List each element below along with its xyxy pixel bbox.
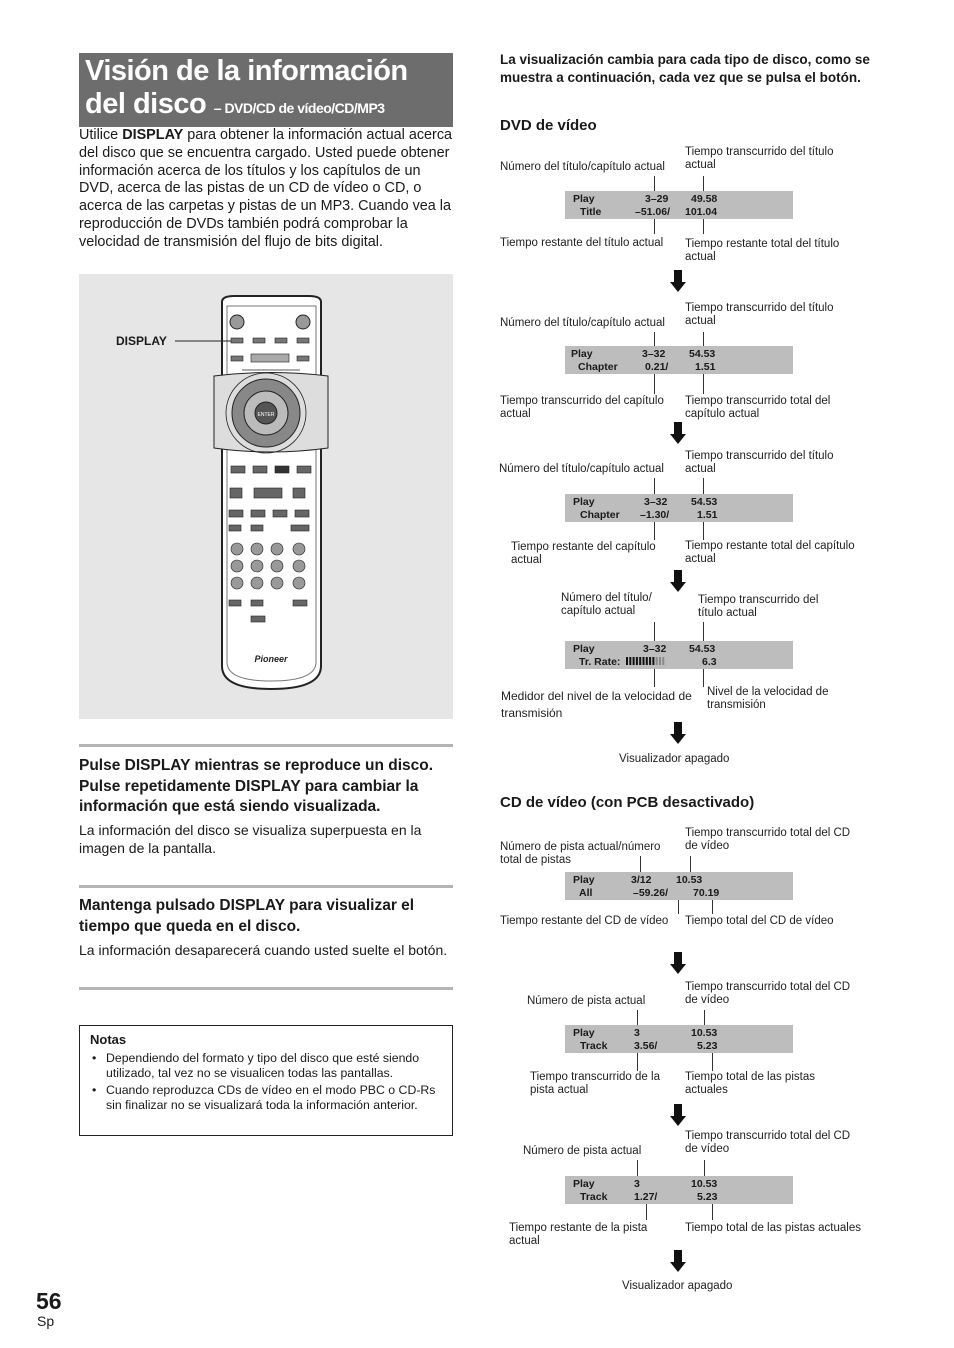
page-subtitle: – DVD/CD de vídeo/CD/MP3 xyxy=(213,100,385,116)
dvd-section-heading: DVD de vídeo xyxy=(500,117,597,134)
intro-paragraph: Utilice DISPLAY para obtener la información actual acerca del disco que se encuentra cargado. Usted puede obtener información acerca de los títulos y los capítulos de un DVD, acerca de las pistas de un CD de vídeo o CD, o acerca de las carpetas y pistas de un MP3. Cuando vea la reproducción de DVDs también podrá comprobar la velocidad de transmisión del flujo de bits digital. xyxy=(79,127,453,250)
label-title-elapsed: Tiempo transcurrido del título actual xyxy=(685,302,834,327)
step-1 xyxy=(79,756,455,857)
meter-bar xyxy=(649,657,651,665)
display-keyword: DISPLAY xyxy=(122,127,184,143)
remote-enter-label: ENTER xyxy=(257,412,275,418)
label-title-chapter-number: Número del título/capítulo actual xyxy=(500,161,665,173)
step-2 xyxy=(79,896,455,959)
osd-dvd-chapter-elapsed: Play 3–32 54.53 Chapter 0.21/ 1.51 xyxy=(565,346,793,374)
label-vcd-total-elapsed: Tiempo transcurrido total del CD de vídeo xyxy=(685,1130,851,1155)
label-title-elapsed: Tiempo transcurrido del título actual xyxy=(698,594,819,619)
label-title-elapsed: Tiempo transcurrido del título actual xyxy=(685,146,834,171)
label-track-number-total: Número de pista actual/número total de pistas xyxy=(500,841,661,866)
label-title-remaining: Tiempo restante del título actual xyxy=(500,237,664,249)
divider xyxy=(79,987,453,990)
down-arrow-icon xyxy=(670,722,686,744)
label-vcd-total-elapsed: Tiempo transcurrido total del CD de vídeo xyxy=(685,981,851,1006)
label-chapter-elapsed: Tiempo transcurrido del capítulo actual xyxy=(500,395,664,420)
label-title-chapter-number: Número del título/capítulo actual xyxy=(500,317,665,329)
label-transfer-level: Nivel de la velocidad de transmisión xyxy=(707,686,829,711)
meter-bar xyxy=(633,657,635,665)
label-display-off: Visualizador apagado xyxy=(619,753,730,765)
label-vcd-total-elapsed: Tiempo transcurrido total del CD de vídeo xyxy=(685,827,851,852)
meter-bar xyxy=(646,657,648,665)
label-chapter-total-remaining: Tiempo restante total del capítulo actual xyxy=(685,540,855,565)
page-title: Visión de la información del disco – DVD/CD de vídeo/CD/MP3 xyxy=(85,55,408,120)
osd-dvd-transfer-rate: Play 3–32 54.53 Tr. Rate: 6.3 xyxy=(565,641,793,669)
label-vcd-total: Tiempo total del CD de vídeo xyxy=(685,915,834,927)
meter-bar xyxy=(643,657,645,665)
display-change-intro: La visualización cambia para cada tipo de disco, como se muestra a continuación, cada vez que se pulsa el botón. xyxy=(500,52,870,85)
osd-dvd-chapter-remaining: Play 3–32 54.53 Chapter –1.30/ 1.51 xyxy=(565,494,793,522)
label-display-off: Visualizador apagado xyxy=(622,1280,733,1292)
meter-bar xyxy=(636,657,638,665)
label-track-remaining: Tiempo restante de la pista actual xyxy=(509,1222,648,1247)
label-tracks-total: Tiempo total de las pistas actuales xyxy=(685,1071,815,1096)
divider xyxy=(79,744,453,747)
osd-dvd-title: Play 3–29 49.58 Title –51.06/ 101.04 xyxy=(565,191,793,219)
vcd-section-heading: CD de vídeo (con PCB desactivado) xyxy=(500,794,755,811)
label-title-chapter-number: Número del título/ capítulo actual xyxy=(561,592,652,617)
down-arrow-icon xyxy=(670,570,686,592)
remote-brand: Pioneer xyxy=(254,654,288,664)
down-arrow-icon xyxy=(670,422,686,444)
meter-bar xyxy=(656,657,658,665)
label-track-number: Número de pista actual xyxy=(527,995,646,1007)
down-arrow-icon xyxy=(670,1104,686,1126)
down-arrow-icon xyxy=(670,270,686,292)
meter-bar xyxy=(626,657,628,665)
notes-heading: Notas xyxy=(90,1032,127,1047)
divider xyxy=(79,885,453,888)
label-vcd-remaining: Tiempo restante del CD de vídeo xyxy=(500,915,669,927)
transfer-rate-meter xyxy=(626,657,666,666)
label-track-number: Número de pista actual xyxy=(523,1145,642,1157)
display-callout-label: DISPLAY xyxy=(116,334,167,348)
meter-bar xyxy=(629,657,631,665)
label-transfer-meter: Medidor del nivel de la velocidad de transmisión xyxy=(501,689,692,720)
osd-vcd-track-elapsed: Play 3 10.53 Track 3.56/ 5.23 xyxy=(565,1025,793,1053)
step-2-title: Mantenga pulsado DISPLAY para visualizar el tiempo que queda en el disco. xyxy=(79,897,415,935)
label-title-chapter-number: Número del título/capítulo actual xyxy=(499,463,664,475)
step-2-body: La información desaparecerá cuando usted suelte el botón. xyxy=(79,942,448,958)
notes-box xyxy=(79,1025,453,1136)
notes-list xyxy=(90,1051,442,1114)
down-arrow-icon xyxy=(670,952,686,974)
label-title-elapsed: Tiempo transcurrido del título actual xyxy=(685,450,834,475)
step-1-title: Pulse DISPLAY mientras se reproduce un disco. xyxy=(79,757,434,774)
label-chapter-total-elapsed: Tiempo transcurrido total del capítulo actual xyxy=(685,395,831,420)
label-chapter-remaining: Tiempo restante del capítulo actual xyxy=(511,541,656,566)
meter-bar xyxy=(652,657,654,665)
label-track-elapsed: Tiempo transcurrido de la pista actual xyxy=(530,1071,660,1096)
down-arrow-icon xyxy=(670,1250,686,1272)
note-item: • Dependiendo del formato y tipo del disco que esté siendo utilizado, tal vez no se visualicen todas las pantallas. xyxy=(90,1051,442,1082)
osd-vcd-track-remaining: Play 3 10.53 Track 1.27/ 5.23 xyxy=(565,1176,793,1204)
title-banner xyxy=(79,53,453,127)
osd-vcd-all: Play 3/12 10.53 All –59.26/ 70.19 xyxy=(565,872,793,900)
step-1-body: La información del disco se visualiza superpuesta en la imagen de la pantalla. xyxy=(79,821,422,856)
note-item: • Cuando reproduzca CDs de vídeo en el modo PBC o CD-Rs sin finalizar no se visualizará toda la información anterior. xyxy=(90,1083,442,1114)
page-number: 56 xyxy=(36,1288,62,1314)
meter-bar xyxy=(639,657,641,665)
page-language: Sp xyxy=(37,1313,55,1329)
meter-bar xyxy=(662,657,664,665)
label-tracks-total: Tiempo total de las pistas actuales xyxy=(685,1222,861,1234)
meter-bar xyxy=(659,657,661,665)
step-1-title-2: Pulse repetidamente DISPLAY para cambiar la información que está siendo visualizada. xyxy=(79,777,419,815)
label-title-total-remaining: Tiempo restante total del título actual xyxy=(685,238,840,263)
